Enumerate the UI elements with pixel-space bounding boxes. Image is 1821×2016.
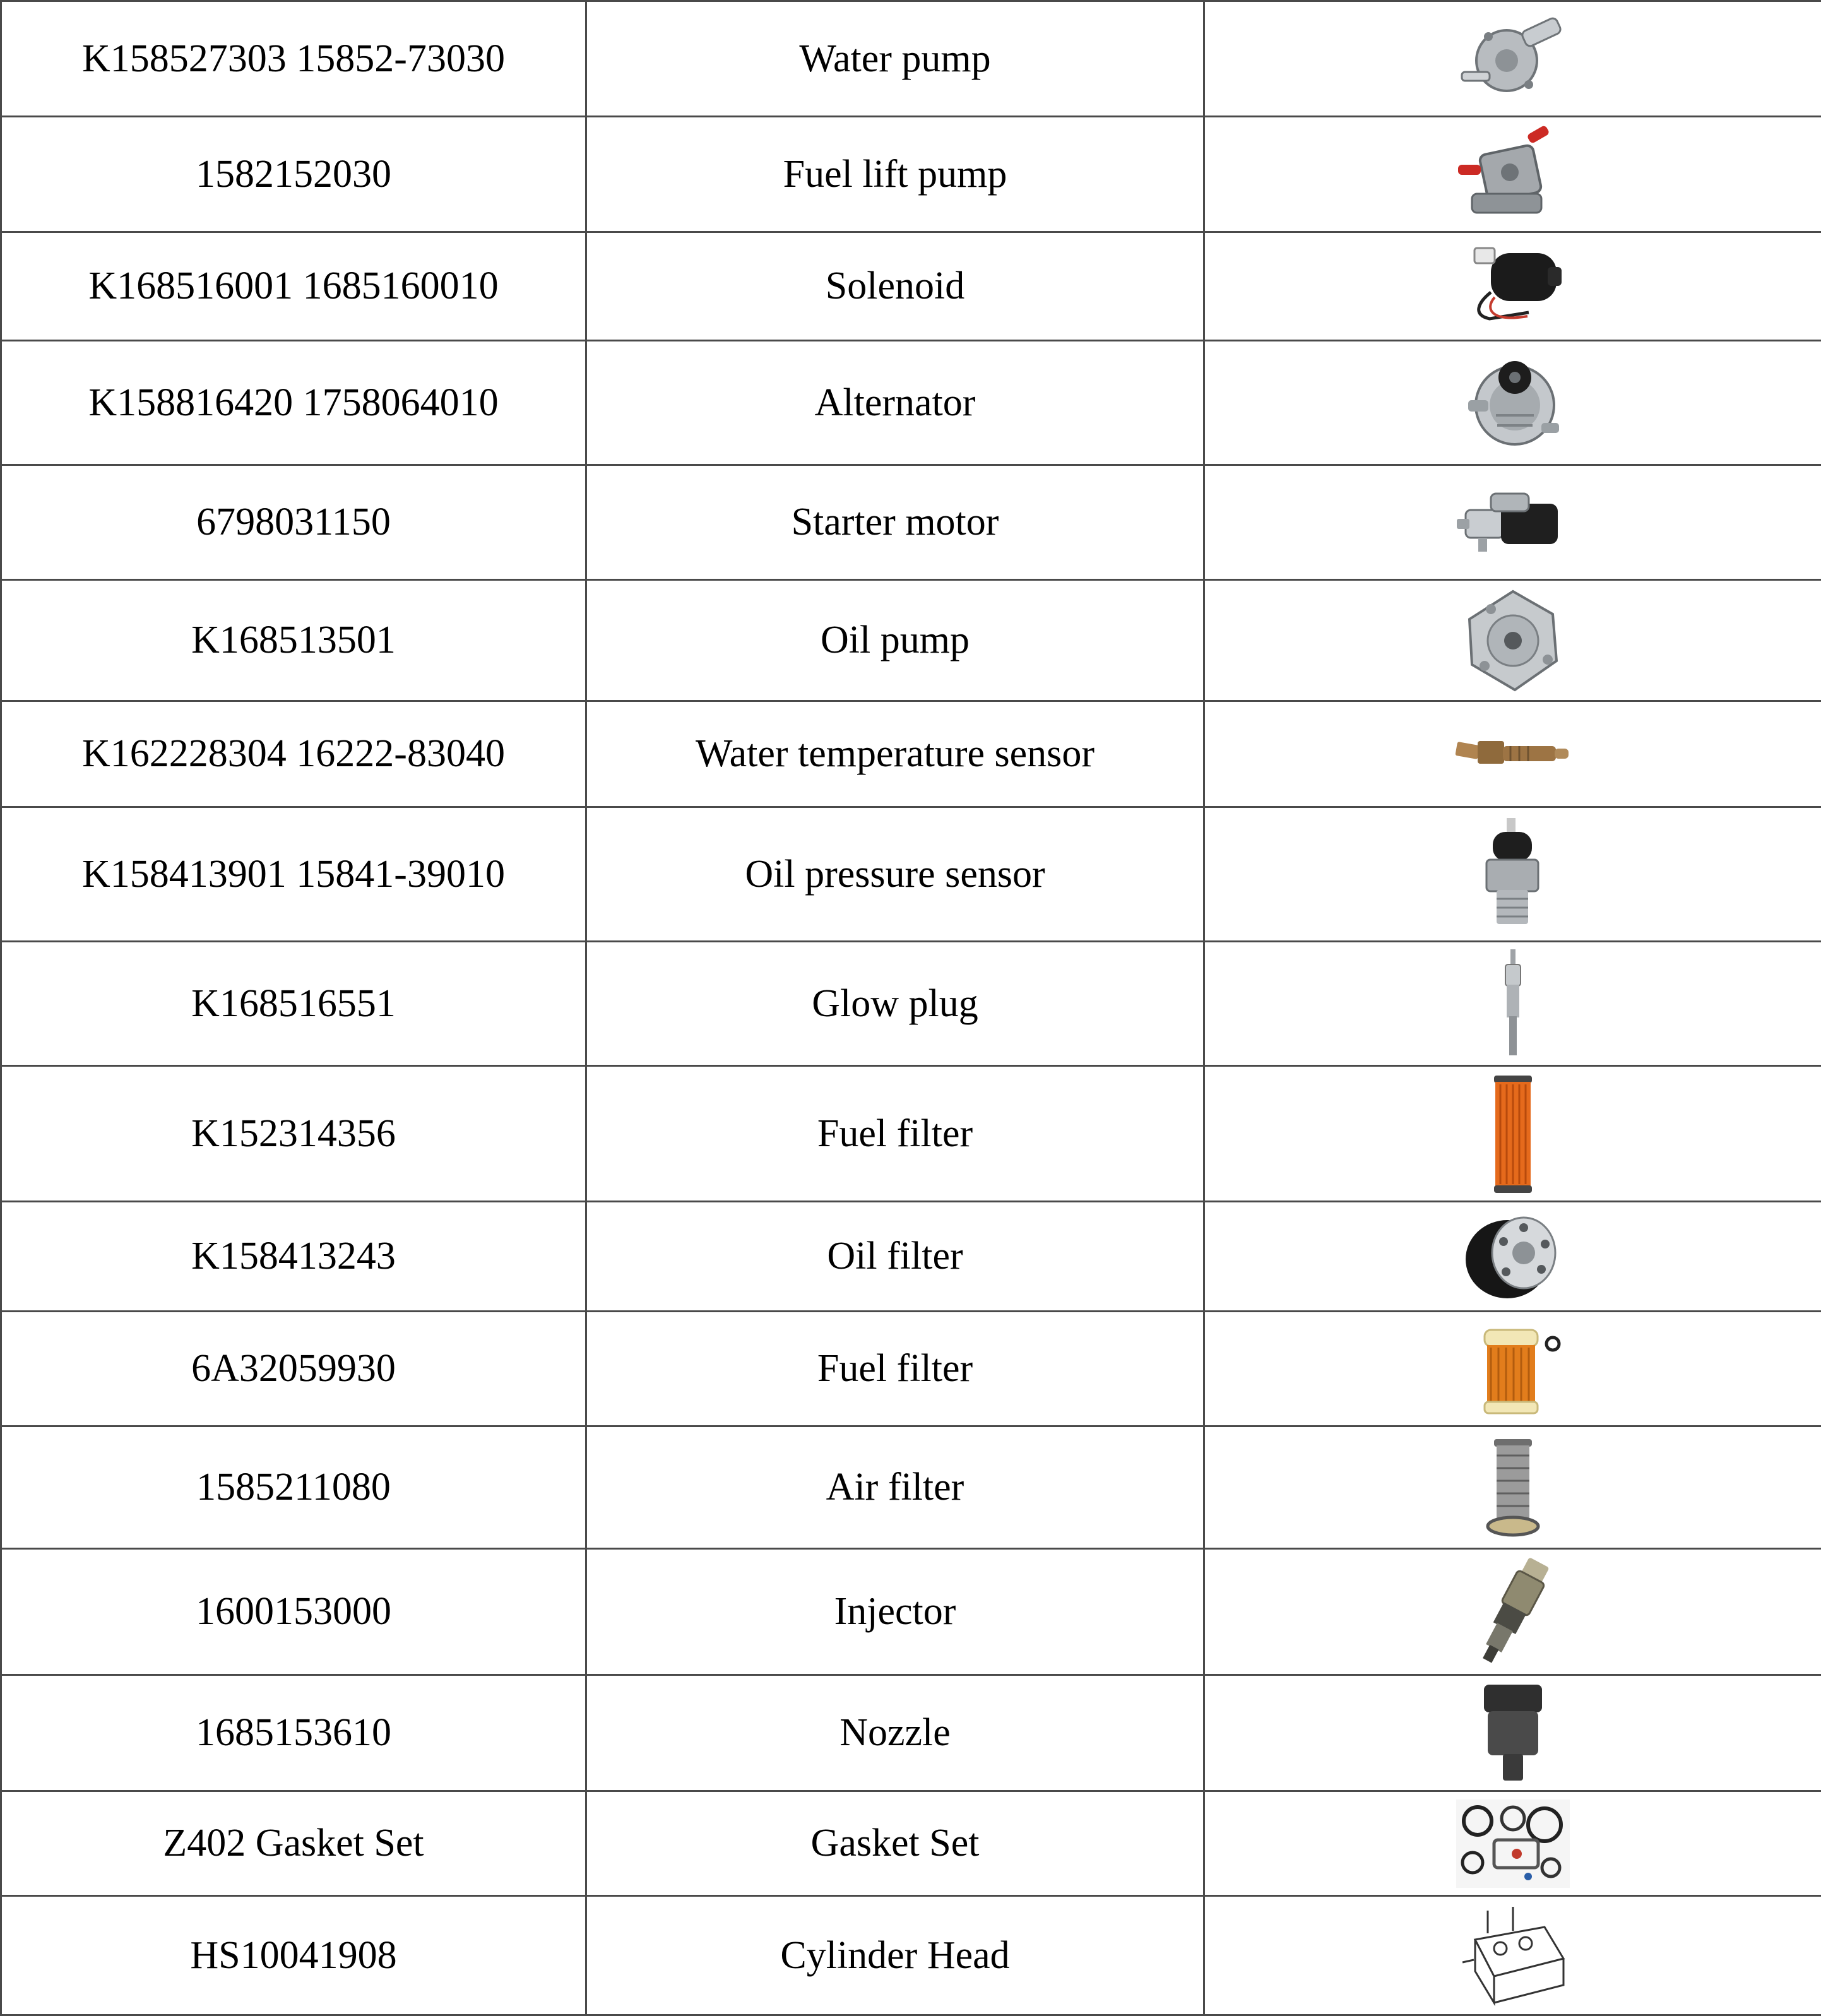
part-image-cell [1204, 232, 1821, 341]
table-row [1, 580, 1821, 701]
part-name-cell: Oil pump [586, 580, 1204, 701]
fuel-filter-element-icon [1459, 1319, 1567, 1420]
part-number-cell: K152314356 [1, 1066, 586, 1202]
part-image-cell [1204, 580, 1821, 701]
part-number-cell: 1685153610 [1, 1675, 586, 1791]
part-name-cell: Alternator [586, 341, 1204, 465]
table-row [1, 1426, 1821, 1549]
part-image-cell [1204, 1202, 1821, 1312]
part-image-cell [1204, 1426, 1821, 1549]
part-number-cell: 1600153000 [1, 1549, 586, 1675]
part-number-cell: 1582152030 [1, 117, 586, 232]
part-number-cell: K158527303 15852-73030 [1, 1, 586, 117]
part-name-cell: Gasket Set [586, 1791, 1204, 1896]
part-name-cell: Injector [586, 1549, 1204, 1675]
glow-plug-icon [1494, 947, 1532, 1060]
part-name-cell: Solenoid [586, 232, 1204, 341]
part-name-cell: Nozzle [586, 1675, 1204, 1791]
oil-filter-icon [1453, 1206, 1573, 1307]
alternator-icon [1453, 346, 1573, 460]
table-row [1, 942, 1821, 1066]
part-number-cell: K168516001 1685160010 [1, 232, 586, 341]
starter-motor-icon [1453, 485, 1573, 560]
part-number-cell: 6A32059930 [1, 1312, 586, 1426]
part-image-cell [1204, 1675, 1821, 1791]
water-pump-icon [1453, 11, 1573, 106]
part-number-cell: 1585211080 [1, 1426, 586, 1549]
part-image-cell [1204, 341, 1821, 465]
part-name-cell: Oil pressure sensor [586, 807, 1204, 942]
table-row [1, 465, 1821, 580]
gasket-set-icon [1450, 1793, 1576, 1894]
table-row [1, 117, 1821, 232]
part-number-cell: Z402 Gasket Set [1, 1791, 586, 1896]
part-image-cell [1204, 701, 1821, 807]
part-name-cell: Water temperature sensor [586, 701, 1204, 807]
part-image-cell [1204, 117, 1821, 232]
part-image-cell [1204, 1066, 1821, 1202]
part-number-cell: K162228304 16222-83040 [1, 701, 586, 807]
part-number-cell: K168513501 [1, 580, 586, 701]
part-number-cell: 6798031150 [1, 465, 586, 580]
part-image-cell [1204, 1549, 1821, 1675]
oil-pump-icon [1453, 584, 1573, 697]
part-image-cell [1204, 465, 1821, 580]
part-image-cell [1204, 807, 1821, 942]
part-number-cell: K168516551 [1, 942, 586, 1066]
part-name-cell: Starter motor [586, 465, 1204, 580]
table-row [1, 807, 1821, 942]
fuel-filter-icon [1481, 1070, 1545, 1197]
table-row [1, 1549, 1821, 1675]
table-row [1, 1, 1821, 117]
part-name-cell: Glow plug [586, 942, 1204, 1066]
table-row [1, 1066, 1821, 1202]
part-image-cell [1204, 1, 1821, 117]
part-name-cell: Cylinder Head [586, 1896, 1204, 2015]
table-row [1, 1312, 1821, 1426]
nozzle-icon [1469, 1680, 1557, 1787]
cylinder-head-icon [1450, 1902, 1576, 2009]
part-image-cell [1204, 1312, 1821, 1426]
part-name-cell: Fuel lift pump [586, 117, 1204, 232]
table-row [1, 1896, 1821, 2015]
part-number-cell: K158413901 15841-39010 [1, 807, 586, 942]
table-row [1, 1675, 1821, 1791]
injector-icon [1462, 1552, 1563, 1672]
part-name-cell: Fuel filter [586, 1312, 1204, 1426]
part-name-cell: Fuel filter [586, 1066, 1204, 1202]
fuel-lift-pump-icon [1453, 121, 1573, 228]
table-row [1, 1791, 1821, 1896]
part-number-cell: K158413243 [1, 1202, 586, 1312]
table-row [1, 701, 1821, 807]
part-image-cell [1204, 1791, 1821, 1896]
part-name-cell: Water pump [586, 1, 1204, 117]
table-row [1, 341, 1821, 465]
air-filter-icon [1475, 1434, 1551, 1541]
part-image-cell [1204, 942, 1821, 1066]
part-name-cell: Air filter [586, 1426, 1204, 1549]
part-number-cell: K158816420 1758064010 [1, 341, 586, 465]
solenoid-icon [1453, 239, 1573, 334]
part-image-cell [1204, 1896, 1821, 2015]
part-number-cell: HS10041908 [1, 1896, 586, 2015]
part-name-cell: Oil filter [586, 1202, 1204, 1312]
oil-pressure-sensor-icon [1469, 814, 1557, 934]
table-row [1, 232, 1821, 341]
table-row [1, 1202, 1821, 1312]
water-temperature-sensor-icon [1450, 720, 1576, 789]
